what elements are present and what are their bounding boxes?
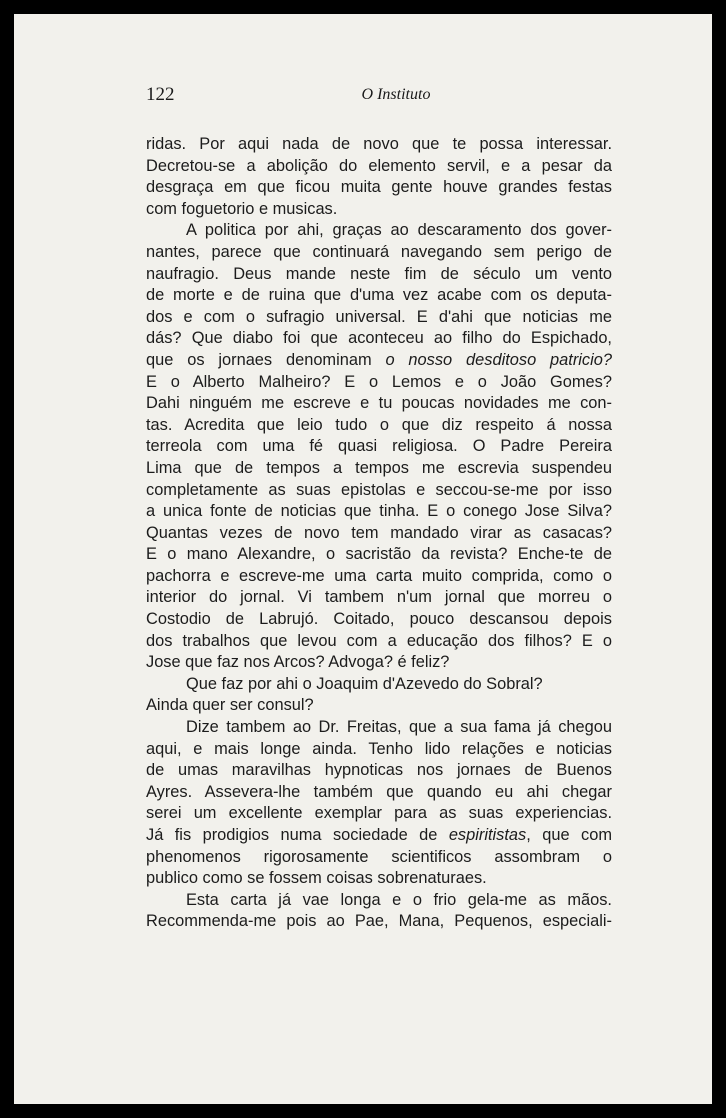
text-line: a unica fonte de noticias que tinha. E o conego Jose Silva? bbox=[146, 502, 612, 521]
text-line: desgraça em que ficou muita gente houve grandes festas bbox=[146, 178, 612, 197]
text-line: Decretou-se a abolição do elemento servil, e a pesar da bbox=[146, 156, 612, 175]
text-line: tas. Acredita que leio tudo o que diz respeito á nossa bbox=[146, 415, 612, 434]
page-number: 122 bbox=[146, 84, 175, 105]
text-line: E o Alberto Malheiro? E o Lemos e o João Gomes? bbox=[146, 372, 612, 391]
text-line: Recommenda-me pois ao Pae, Mana, Pequenos, especiali- bbox=[146, 912, 612, 931]
text-line: E o mano Alexandre, o sacristão da revista? Enche-te de bbox=[146, 545, 612, 564]
text-line: interior do jornal. Vi tambem n'um jornal que morreu o bbox=[146, 588, 612, 607]
text-segment: Já fis prodigios numa sociedade de bbox=[146, 826, 449, 844]
text-line: Que faz por ahi o Joaquim d'Azevedo do Sobral? bbox=[186, 674, 543, 693]
text-line: Dize tambem ao Dr. Freitas, que a sua fama já chegou bbox=[186, 718, 612, 737]
text-line: ridas. Por aqui nada de novo que te possa interessar. bbox=[146, 135, 612, 153]
text-line: Jose que faz nos Arcos? Advoga? é feliz? bbox=[146, 653, 450, 672]
text-line: phenomenos rigorosamente scientificos assombram o bbox=[146, 847, 612, 866]
text-line: Ainda quer ser consul? bbox=[146, 696, 314, 715]
text-line: Quantas vezes de novo tem mandado virar as casacas? bbox=[146, 523, 612, 542]
text-line: terreola com uma fé quasi religiosa. O Padre Pereira bbox=[146, 437, 612, 456]
text-line: naufragio. Deus mande neste fim de século um vento bbox=[146, 264, 612, 283]
text-line: publico como se fossem coisas sobrenaturaes. bbox=[146, 869, 487, 888]
text-line: de morte e de ruina que d'uma vez acabe com os deputa- bbox=[146, 286, 612, 305]
text-line: pachorra e escreve-me uma carta muito comprida, como o bbox=[146, 566, 612, 585]
page-header bbox=[146, 84, 636, 108]
book-page bbox=[14, 14, 712, 1104]
text-line: Costodio de Labrujó. Coitado, pouco descansou depois bbox=[146, 610, 612, 629]
running-title: O Instituto bbox=[361, 86, 431, 103]
text-line: com foguetorio e musicas. bbox=[146, 199, 338, 218]
italic-phrase: o nosso desditoso patricio? bbox=[385, 350, 612, 369]
text-line: Ayres. Assevera-lhe também que quando eu ahi chegar bbox=[146, 782, 612, 801]
text-line: Lima que de tempos a tempos me escrevia suspendeu bbox=[146, 458, 612, 477]
text-line bbox=[146, 350, 612, 372]
text-line: Esta carta já vae longa e o frio gela-me as mãos. bbox=[186, 890, 612, 909]
text-line: serei um excellente exemplar para as suas experiencias. bbox=[146, 804, 612, 823]
text-line: dos e com o sufragio universal. E d'ahi que noticias me bbox=[146, 307, 612, 326]
text-line: completamente as suas epistolas e seccou-se-me por isso bbox=[146, 480, 612, 499]
text-line bbox=[146, 825, 612, 847]
text-line: A politica por ahi, graças ao descaramento dos gover- bbox=[186, 221, 612, 240]
italic-word: espiritistas bbox=[448, 826, 527, 844]
text-line: dás? Que diabo foi que aconteceu ao filho do Espichado, bbox=[146, 329, 612, 348]
text-line: de umas maravilhas hypnoticas nos jornaes de Buenos bbox=[146, 761, 612, 780]
text-line: dos trabalhos que levou com a educação dos filhos? E o bbox=[146, 631, 612, 650]
text-line: Dahi ninguém me escreve e tu poucas novidades me con- bbox=[146, 394, 612, 413]
letter-text bbox=[146, 134, 612, 933]
text-segment: que os jornaes denominam bbox=[146, 350, 386, 369]
text-line: aqui, e mais longe ainda. Tenho lido relações e noticias bbox=[146, 739, 612, 758]
text-line: nantes, parece que continuará navegando sem perigo de bbox=[146, 242, 612, 261]
text-segment: , que com bbox=[526, 826, 612, 844]
